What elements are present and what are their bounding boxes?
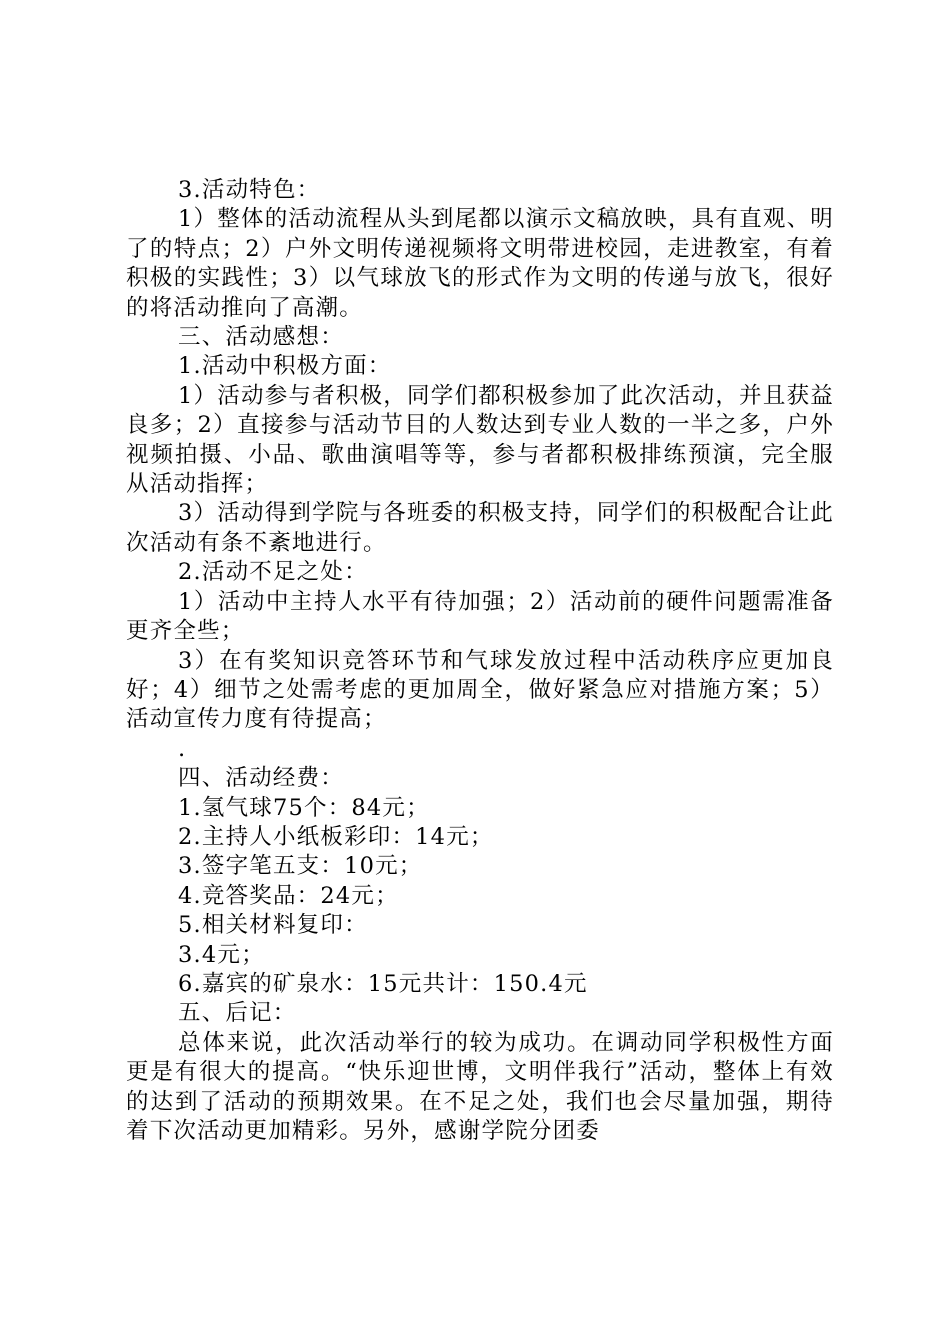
paragraph-positive-2: 3）活动得到学院与各班委的积极支持，同学们的积极配合让此次活动有条不紊地进行。 (126, 500, 834, 556)
document-body (126, 176, 834, 1146)
budget-item-5: 5.相关材料复印： (178, 912, 368, 939)
stray-dot: . (178, 735, 187, 762)
budget-item-5-amount: 3.4元； (178, 941, 265, 968)
section-heading-features: 3.活动特色： (178, 177, 321, 203)
budget-item-2: 2.主持人小纸板彩印：14元； (178, 823, 494, 850)
section-heading-budget: 四、活动经费： (178, 765, 344, 792)
budget-item-6-total: 6.嘉宾的矿泉水：15元共计：150.4元 (178, 970, 588, 997)
paragraph-positive-1: 1）活动参与者积极，同学们都积极参加了此次活动，并且获益良多；2）直接参与活动节目的人数达到专业人数的一半之多，户外视频拍摄、小品、歌曲演唱等等，参与者都积极排练预演，完全服从活动指挥； (126, 382, 834, 498)
subheading-positive: 1.活动中积极方面： (178, 353, 392, 380)
subheading-shortcomings: 2.活动不足之处： (178, 559, 368, 586)
section-heading-reflections: 三、活动感想： (178, 324, 344, 351)
section-heading-afterword: 五、后记： (178, 1000, 297, 1027)
budget-item-3: 3.签字笔五支：10元； (178, 853, 423, 880)
budget-item-1: 1.氢气球75个：84元； (178, 794, 430, 821)
paragraph-shortcomings-1: 1）活动中主持人水平有待加强；2）活动前的硬件问题需准备更齐全些； (126, 588, 834, 645)
paragraph-features: 1）整体的活动流程从头到尾都以演示文稿放映，具有直观、明了的特点；2）户外文明传递视频将文明带进校园，走进教室，有着积极的实践性；3）以气球放飞的形式作为文明的传递与放飞，很好的将活动推向了高潮。 (126, 206, 834, 321)
paragraph-afterword: 总体来说，此次活动举行的较为成功。在调动同学积极性方面更是有很大的提高。“快乐迎世博，文明伴我行”活动，整体上有效的达到了活动的预期效果。在不足之处，我们也会尽量加强，期待着下次活动更加精彩。另外，感谢学院分团委 (126, 1029, 834, 1144)
budget-item-4: 4.竞答奖品：24元； (178, 882, 399, 909)
paragraph-shortcomings-2: 3）在有奖知识竞答环节和气球发放过程中活动秩序应更加良好；4）细节之处需考虑的更加周全，做好紧急应对措施方案；5）活动宣传力度有待提高； (126, 647, 834, 733)
